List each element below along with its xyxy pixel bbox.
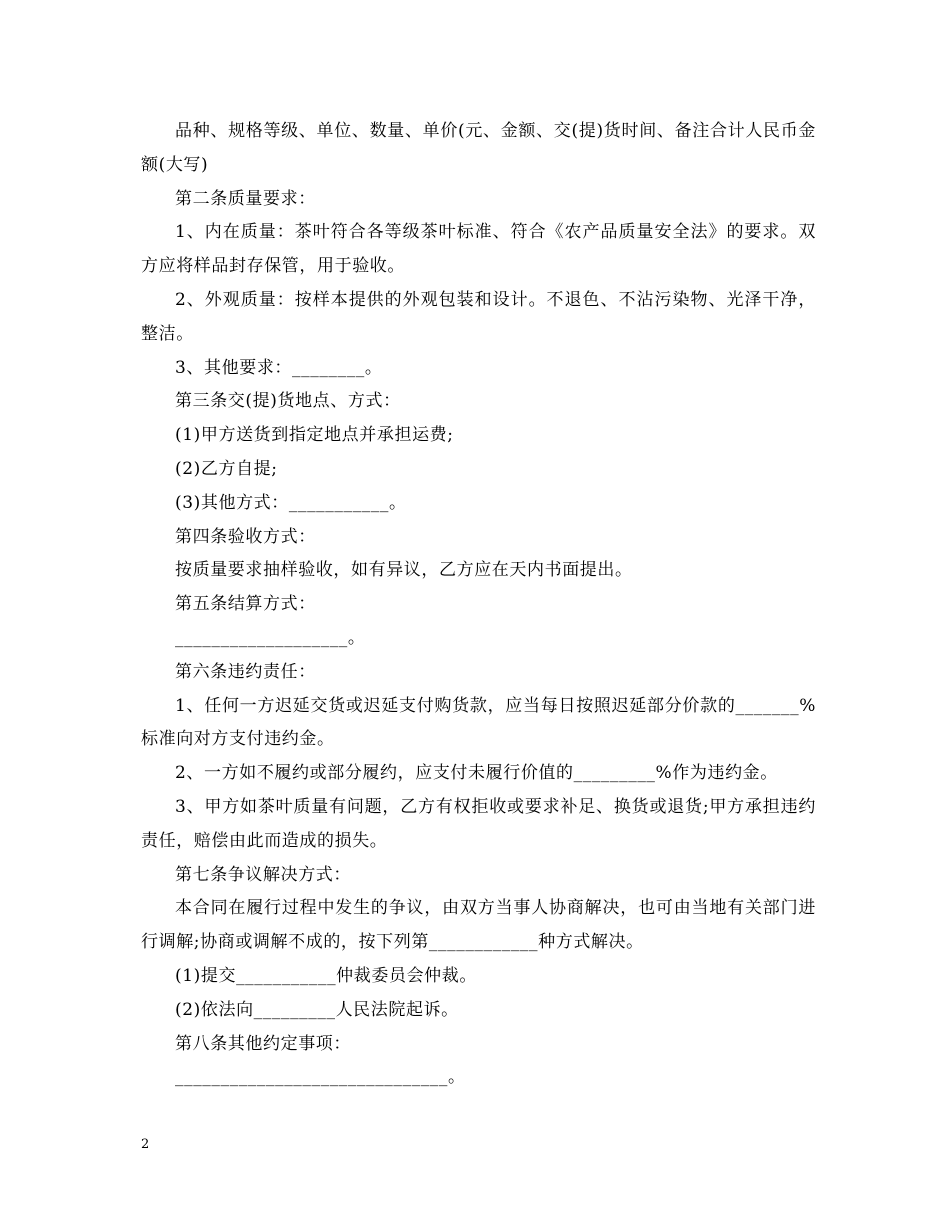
paragraph-article-7-heading: 第七条争议解决方式： — [175, 864, 351, 885]
paragraph-quality-liability: 3、甲方如茶叶质量有问题，乙方有权拒收或要求补足、换货或退货;甲方承担违约责任，赔偿由此而造成的损失。 — [141, 796, 816, 851]
paragraph-court-option: (2)依法向_________人民法院起诉。 — [175, 999, 459, 1020]
paragraph-article-3-heading: 第三条交(提)货地点、方式： — [175, 391, 401, 412]
paragraph-intrinsic-quality: 1、内在质量：茶叶符合各等级茶叶标准、符合《农产品质量安全法》的要求。双方应将样品封存保管，用于验收。 — [141, 222, 816, 277]
paragraph-settlement-blank: ___________________。 — [175, 627, 366, 648]
paragraph-product-columns: 品种、规格等级、单位、数量、单价(元、金额、交(提)货时间、备注合计人民币金额(大写) — [141, 121, 816, 175]
paragraph-other-requirements: 3、其他要求：________。 — [175, 357, 383, 378]
paragraph-dispute-resolution: 本合同在履行过程中发生的争议，由双方当事人协商解决，也可由当地有关部门进行调解;协商或调解不成的，按下列第____________种方式解决。 — [141, 898, 816, 953]
page-number: 2 — [141, 1137, 150, 1152]
paragraph-delivery-option-3: (3)其他方式：___________。 — [175, 492, 407, 513]
paragraph-article-5-heading: 第五条结算方式： — [175, 594, 316, 615]
paragraph-arbitration-option: (1)提交___________仲裁委员会仲裁。 — [175, 965, 477, 986]
paragraph-article-4-heading: 第四条验收方式： — [175, 526, 316, 547]
paragraph-late-penalty: 1、任何一方迟延交货或迟延支付购货款，应当每日按照迟延部分价款的_______%标准向对方支付违约金。 — [141, 695, 816, 750]
paragraph-article-2-heading: 第二条质量要求： — [175, 188, 316, 209]
paragraph-article-6-heading: 第六条违约责任： — [175, 661, 316, 682]
paragraph-delivery-option-2: (2)乙方自提; — [175, 458, 278, 479]
paragraph-inspection-method: 按质量要求抽样验收，如有异议，乙方应在天内书面提出。 — [175, 560, 633, 581]
document-body — [141, 115, 816, 1095]
paragraph-appearance-quality: 2、外观质量：按样本提供的外观包装和设计。不退色、不沾污染物、光泽干净，整洁。 — [141, 289, 816, 344]
paragraph-delivery-option-1: (1)甲方送货到指定地点并承担运费; — [175, 425, 454, 446]
paragraph-nonperformance-penalty: 2、一方如不履约或部分履约，应支付未履行价值的_________%作为违约金。 — [175, 763, 778, 784]
paragraph-other-terms-blank: ______________________________。 — [175, 1067, 466, 1088]
paragraph-article-8-heading: 第八条其他约定事项： — [175, 1033, 351, 1054]
